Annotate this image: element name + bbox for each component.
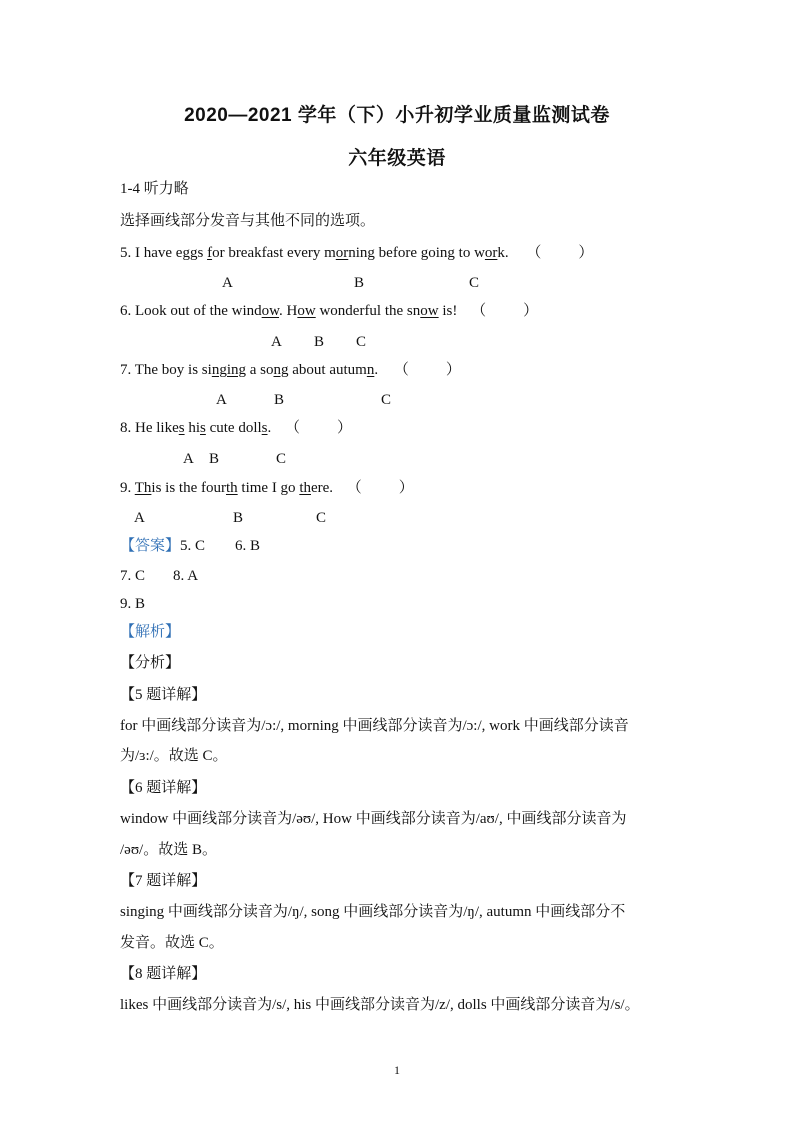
option-label-c: C <box>276 451 287 467</box>
underlined-part: th <box>299 480 311 496</box>
answer-line-2: 7. C 8. A <box>120 568 199 584</box>
question-number: 6. <box>120 303 132 319</box>
detail-7-line-1: singing 中画线部分读音为/ŋ/, song 中画线部分读音为/ŋ/, autumn 中画线部分不 <box>120 904 626 920</box>
detail-7-line-2: 发音。故选 C。 <box>120 935 224 951</box>
answer-parentheses: （ ） <box>346 480 414 496</box>
page-number: 1 <box>394 1063 400 1077</box>
detail-7-heading: 【7 题详解】 <box>120 873 207 889</box>
detail-5-line-2: 为/ɜ:/。故选 C。 <box>120 748 228 764</box>
detail-8-heading: 【8 题详解】 <box>120 966 207 982</box>
question-6 <box>120 301 538 321</box>
detail-6-line-2: /əʊ/。故选 B。 <box>120 842 217 858</box>
option-label-c: C <box>469 275 480 291</box>
page-subtitle: 六年级英语 <box>348 148 446 169</box>
underlined-part: s <box>178 420 185 436</box>
option-label-b: B <box>274 392 285 408</box>
option-label-a: A <box>216 392 227 408</box>
option-label-b: B <box>209 451 220 467</box>
underlined-part: s <box>200 420 206 436</box>
question-number: 8. <box>120 420 132 436</box>
option-label-c: C <box>356 334 367 350</box>
analysis-heading: 【分析】 <box>120 655 181 671</box>
detail-6-line-1: window 中画线部分读音为/əʊ/, How 中画线部分读音为/aʊ/, 中画线部分读音为 <box>120 811 627 827</box>
question-7 <box>120 360 461 380</box>
underlined-part: s <box>261 420 268 436</box>
page-title: 2020—2021 学年（下）小升初学业质量监测试卷 <box>184 105 610 126</box>
question-text: This is the fourth time I go there. <box>134 480 334 496</box>
option-label-a: A <box>183 451 194 467</box>
underlined-part: or <box>335 245 349 261</box>
question-5 <box>120 243 593 263</box>
listening-note: 1-4 听力略 <box>120 181 189 197</box>
question-8 <box>120 418 352 438</box>
option-label-c: C <box>316 510 327 526</box>
question-number: 5. <box>120 245 132 261</box>
answer-tag: 【答案】 <box>120 538 181 554</box>
underlined-part: ow <box>261 303 280 319</box>
underlined-part: nging <box>211 362 246 378</box>
underlined-part: ow <box>297 303 316 319</box>
underlined-part: ow <box>420 303 439 319</box>
answer-parentheses: （ ） <box>285 420 353 436</box>
answer-line-1: 【答案】5. C 6. B <box>120 538 261 554</box>
question-text: I have eggs for breakfast every morning before going to work. <box>135 245 509 261</box>
answer-parentheses: （ ） <box>471 303 539 319</box>
question-text: The boy is singing a song about autumn. <box>134 362 379 378</box>
analysis-tag: 【解析】 <box>120 624 181 640</box>
question-text: Look out of the window. How wonderful the snow is! <box>135 303 458 319</box>
detail-5-line-1: for 中画线部分读音为/ɔ:/, morning 中画线部分读音为/ɔ:/, work 中画线部分读音 <box>120 718 629 734</box>
answer-parentheses: （ ） <box>393 362 461 378</box>
underlined-part: ng <box>273 362 289 378</box>
detail-5-heading: 【5 题详解】 <box>120 687 207 703</box>
detail-6-heading: 【6 题详解】 <box>120 780 207 796</box>
underlined-part: n <box>366 362 375 378</box>
option-label-b: B <box>354 275 365 291</box>
detail-8-line-1: likes 中画线部分读音为/s/, his 中画线部分读音为/z/, dolls 中画线部分读音为/s/。 <box>120 997 640 1013</box>
option-label-a: A <box>271 334 282 350</box>
underlined-part: Th <box>134 480 152 496</box>
option-label-a: A <box>134 510 145 526</box>
option-label-c: C <box>381 392 392 408</box>
underlined-part: f <box>207 245 213 261</box>
option-label-b: B <box>314 334 325 350</box>
instruction-text: 选择画线部分发音与其他不同的选项。 <box>120 213 376 229</box>
underlined-part: th <box>225 480 238 496</box>
question-9 <box>120 478 414 498</box>
question-text: He likes his cute dolls. <box>135 420 272 436</box>
answer-parentheses: （ ） <box>526 245 594 261</box>
option-label-a: A <box>222 275 233 291</box>
question-number: 9. <box>120 480 132 496</box>
question-number: 7. <box>120 362 132 378</box>
underlined-part: or <box>484 245 498 261</box>
answer-line-3: 9. B <box>120 596 146 612</box>
option-label-b: B <box>233 510 244 526</box>
